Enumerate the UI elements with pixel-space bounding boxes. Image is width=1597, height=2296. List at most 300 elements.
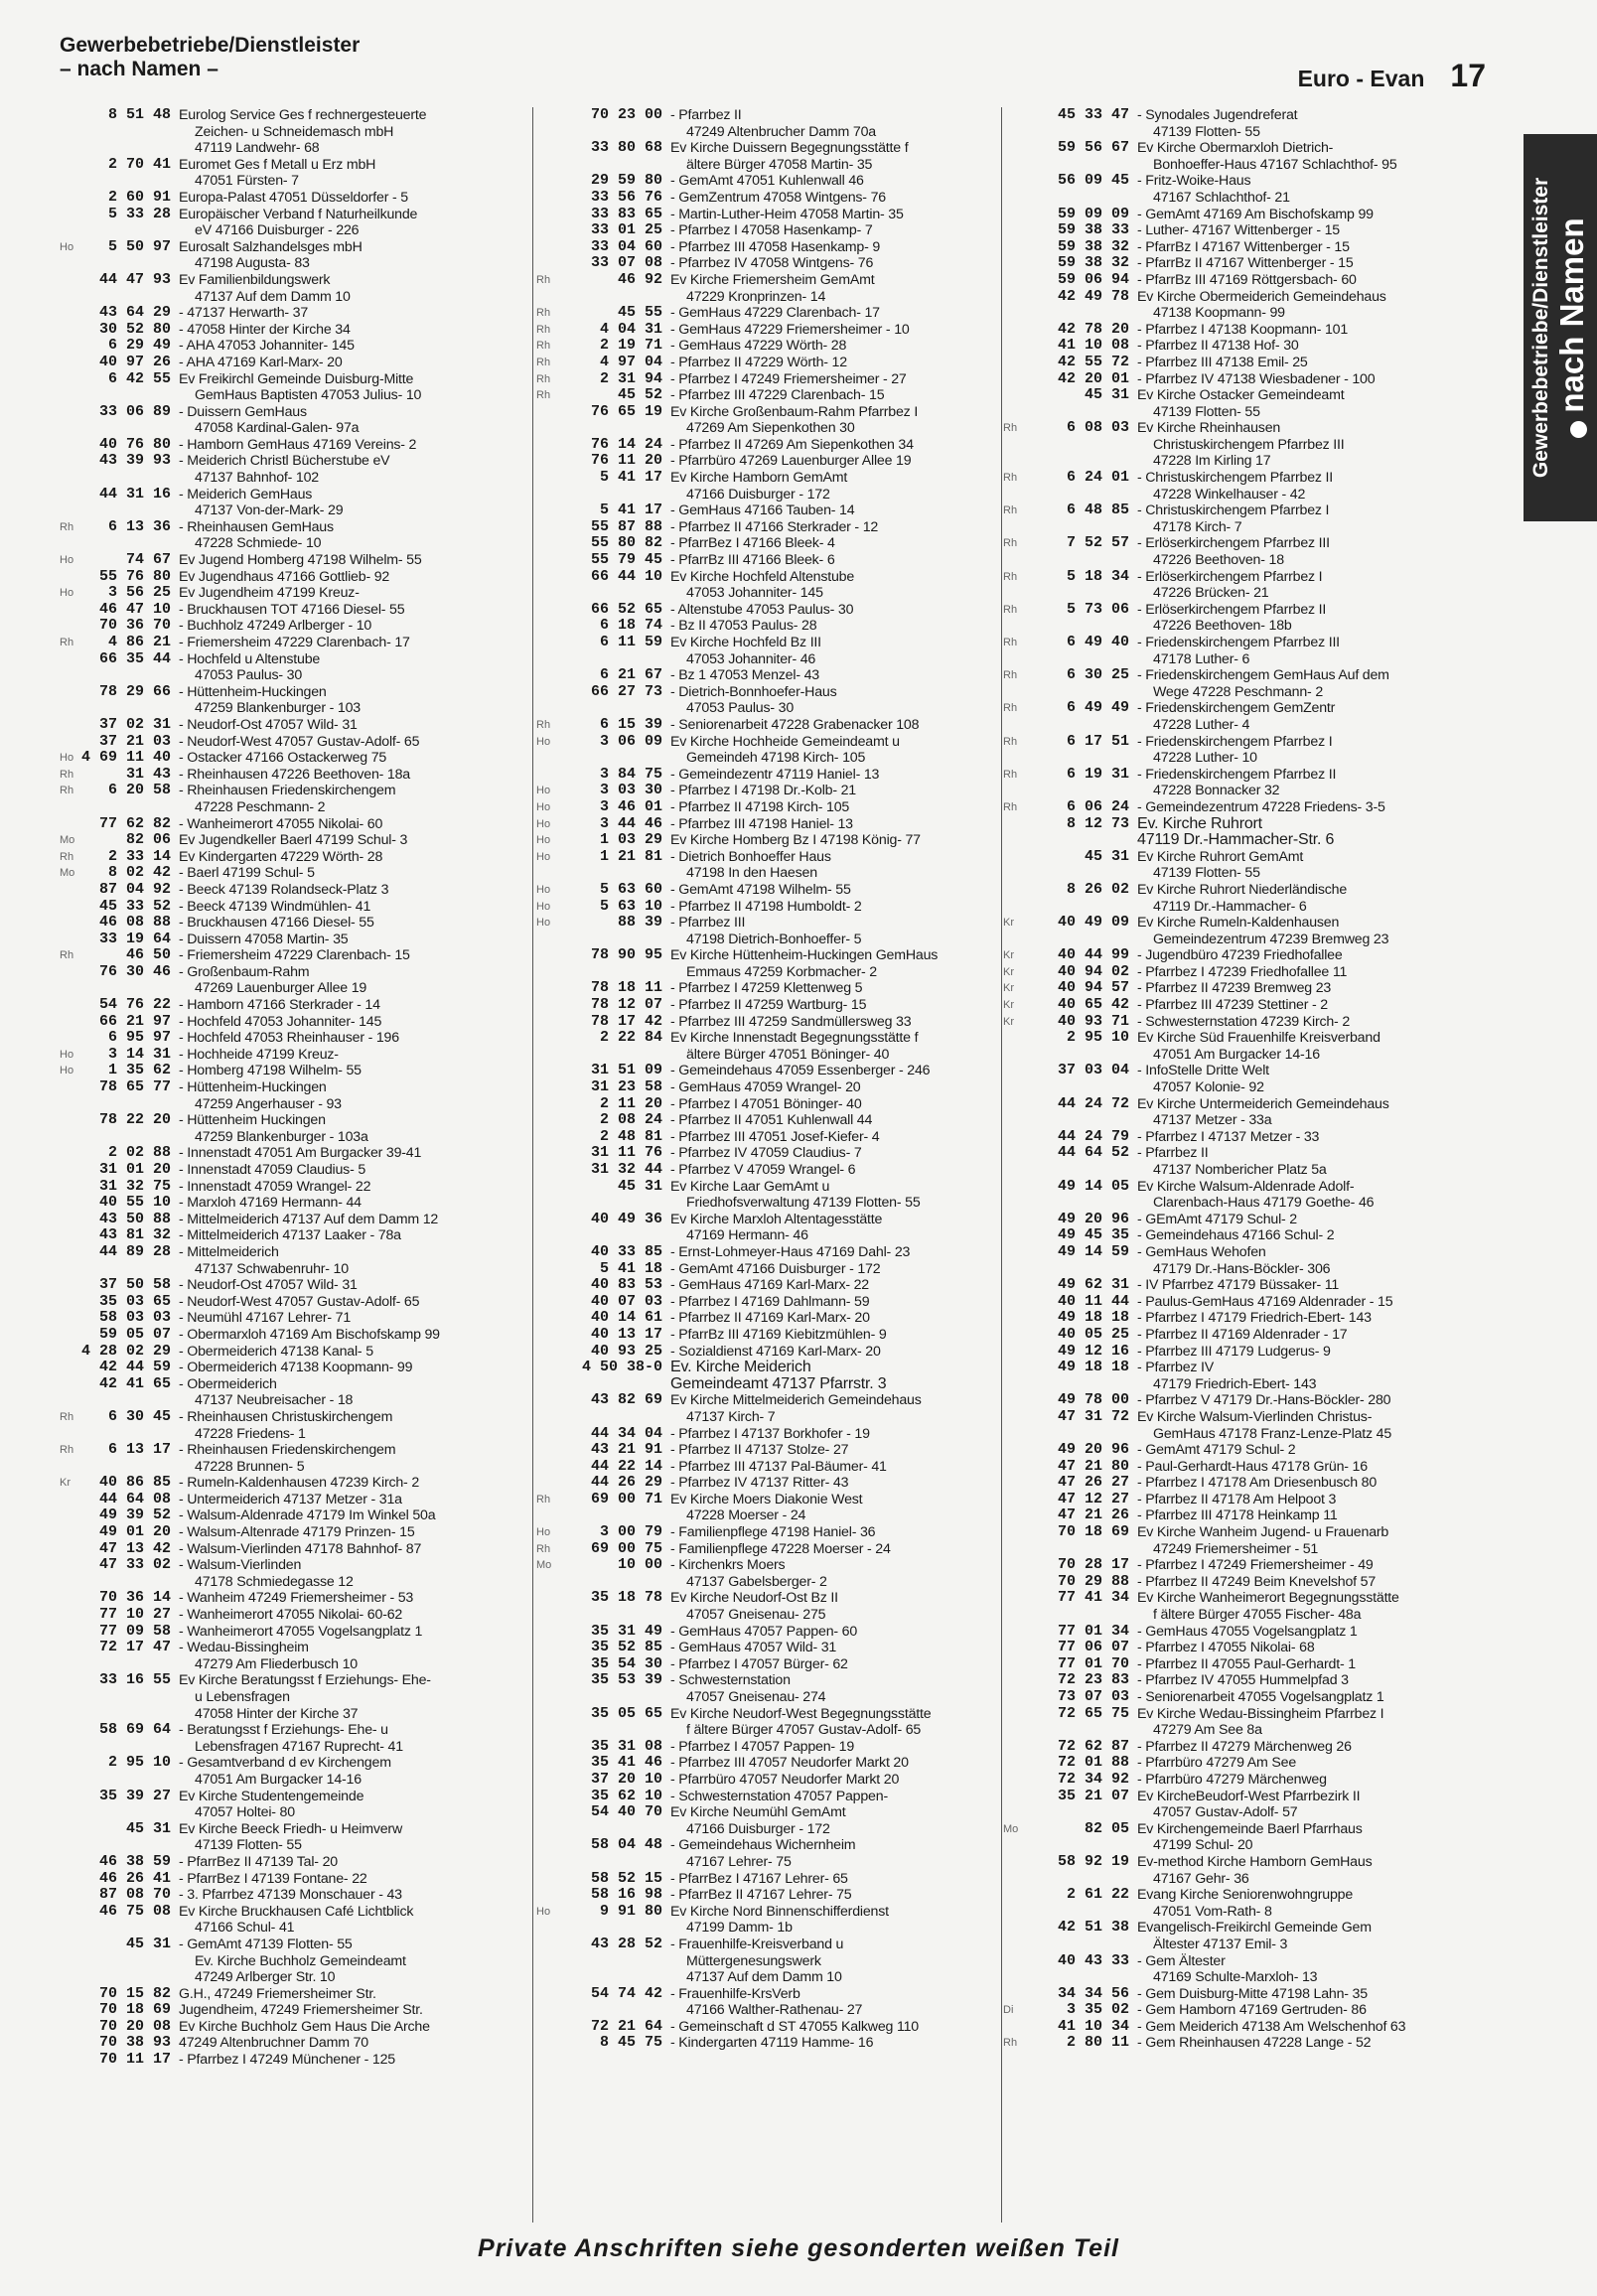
entry-text: - Pfarrbez I 47057 Pappen- 19 bbox=[670, 1738, 855, 1755]
listing-row bbox=[60, 684, 531, 701]
district-code bbox=[1003, 1607, 1023, 1624]
listing-row bbox=[1003, 1063, 1505, 1079]
listing-row bbox=[60, 1179, 531, 1196]
listing-row bbox=[60, 1030, 531, 1047]
entry-text: GemHaus 47178 Franz-Lenze-Platz 45 bbox=[1153, 1425, 1392, 1442]
entry-text: Ev Kirche Buchholz Gem Haus Die Arche bbox=[179, 2018, 430, 2035]
entry-text: - Meiderich GemHaus bbox=[179, 486, 313, 502]
district-code bbox=[60, 272, 79, 289]
listing-row bbox=[60, 1392, 531, 1409]
entry-text: - Pfarrbez I 47138 Koopmann- 101 bbox=[1137, 321, 1349, 338]
entry-text: 47057 Kolonie- 92 bbox=[1153, 1079, 1264, 1096]
entry-text: - Hüttenheim-Huckingen bbox=[179, 683, 327, 700]
phone-number: 77 10 27 bbox=[98, 1606, 171, 1624]
listing-row bbox=[536, 124, 1003, 141]
phone-number bbox=[1023, 865, 1137, 882]
phone-number: 66 27 73 bbox=[590, 682, 662, 700]
listing-row bbox=[1003, 667, 1505, 684]
district-code bbox=[536, 2019, 556, 2036]
phone-number: 55 80 82 bbox=[590, 534, 662, 552]
district-code bbox=[60, 1920, 79, 1937]
listing-row bbox=[536, 1079, 1003, 1096]
district-code bbox=[1003, 1887, 1023, 1904]
listing-row bbox=[536, 1821, 1003, 1838]
district-code bbox=[60, 1129, 79, 1146]
district-code: Rh bbox=[536, 1542, 551, 1555]
listing-row bbox=[1003, 1212, 1505, 1228]
listing-row bbox=[60, 387, 531, 404]
phone-number: 58 92 19 bbox=[1057, 1852, 1129, 1870]
entry-text: 47279 Am Fliederbusch 10 bbox=[195, 1655, 358, 1672]
phone-number bbox=[79, 1574, 179, 1591]
listing-row bbox=[60, 1871, 531, 1888]
listing-row bbox=[536, 1706, 1003, 1723]
listing-row bbox=[1003, 338, 1505, 355]
phone-number: 8 02 42 bbox=[107, 864, 171, 882]
phone-number: 78 18 11 bbox=[590, 979, 662, 997]
district-code bbox=[536, 997, 556, 1014]
district-code bbox=[1003, 1327, 1023, 1344]
district-code bbox=[1003, 272, 1023, 289]
district-code bbox=[60, 1739, 79, 1756]
listing-row bbox=[536, 799, 1003, 816]
listing-row bbox=[1003, 1557, 1505, 1574]
entry-text: 47199 Damm- 1b bbox=[686, 1920, 793, 1937]
district-code: Rh bbox=[1003, 768, 1018, 781]
listing-row bbox=[60, 1162, 531, 1179]
entry-text: - Paul-Gerhardt-Haus 47178 Grün- 16 bbox=[1137, 1458, 1368, 1475]
district-code bbox=[1003, 1937, 1023, 1953]
listing-row bbox=[536, 899, 1003, 916]
district-code bbox=[1003, 585, 1023, 602]
listing-row bbox=[536, 684, 1003, 701]
listing-row bbox=[536, 420, 1003, 437]
entry-text: - Hamborn GemHaus 47169 Vereins- 2 bbox=[179, 436, 417, 453]
district-code bbox=[60, 1145, 79, 1162]
entry-text: 47051 Vom-Rath- 8 bbox=[1153, 1903, 1272, 1920]
phone-number bbox=[1023, 832, 1137, 849]
district-code: Rh bbox=[1003, 669, 1018, 682]
listing-row bbox=[536, 651, 1003, 668]
phone-number: 40 86 85 bbox=[98, 1474, 171, 1492]
phone-number bbox=[79, 667, 179, 684]
phone-number: 2 95 10 bbox=[1066, 1029, 1129, 1047]
listing-row bbox=[1003, 1409, 1505, 1426]
entry-text: Eurosalt Salzhandelsges mbH bbox=[179, 238, 363, 255]
phone-number bbox=[556, 1821, 670, 1838]
listing-row bbox=[60, 1739, 531, 1756]
district-code bbox=[60, 1821, 79, 1838]
phone-number: 42 51 38 bbox=[1057, 1919, 1129, 1937]
entry-text: - Gem Duisburg-Mitte 47198 Lahn- 35 bbox=[1137, 1985, 1368, 2002]
listing-row bbox=[536, 355, 1003, 371]
district-code bbox=[60, 1887, 79, 1904]
phone-number: 6 30 45 bbox=[107, 1407, 171, 1425]
entry-text: - PfarrBz II 47167 Wittenberger - 15 bbox=[1137, 255, 1354, 272]
entry-text: - Pfarrbez I 47249 Friemersheimer - 27 bbox=[670, 370, 907, 387]
phone-number: 2 02 88 bbox=[107, 1144, 171, 1162]
entry-text: - GemZentrum 47058 Wintgens- 76 bbox=[670, 189, 886, 206]
phone-number: 59 56 67 bbox=[1057, 139, 1129, 157]
listing-row bbox=[1003, 1162, 1505, 1179]
district-code bbox=[536, 750, 556, 767]
entry-text: - PfarrBez I 47166 Bleek- 4 bbox=[670, 535, 835, 552]
entry-text: - PfarrBz I 47167 Wittenberger - 15 bbox=[1137, 238, 1350, 255]
listing-row bbox=[1003, 1920, 1505, 1937]
district-code bbox=[1003, 1047, 1023, 1064]
district-code bbox=[1003, 1426, 1023, 1443]
entry-text: Ev Kirche Moers Diakonie West bbox=[670, 1491, 863, 1507]
phone-number: 5 50 97 bbox=[107, 237, 171, 255]
entry-text: - Bruckhausen 47166 Diesel- 55 bbox=[179, 915, 374, 932]
entry-text: Ev Kindergarten 47229 Wörth- 28 bbox=[179, 848, 383, 865]
entry-text: - 47058 Hinter der Kirche 34 bbox=[179, 321, 351, 338]
listing-row bbox=[60, 107, 531, 124]
entry-text: - Pfarrbez I 47051 Böninger- 40 bbox=[670, 1095, 862, 1112]
phone-number: 47 21 26 bbox=[1057, 1507, 1129, 1524]
entry-text: Ev Jugendheim 47199 Kreuz- bbox=[179, 585, 360, 602]
entry-text: - Pfarrbez I 47259 Klettenweg 5 bbox=[670, 980, 863, 997]
listing-row bbox=[60, 420, 531, 437]
entry-text: 47139 Flotten- 55 bbox=[195, 1837, 302, 1854]
entry-text: - GEmAmt 47179 Schul- 2 bbox=[1137, 1211, 1297, 1227]
listing-row bbox=[1003, 882, 1505, 899]
district-code bbox=[1003, 832, 1023, 849]
entry-text: - Pfarrbez II 47051 Kuhlenwall 44 bbox=[670, 1112, 873, 1129]
entry-text: - Pfarrbez II 47229 Wörth- 12 bbox=[670, 354, 847, 370]
phone-number bbox=[556, 1195, 670, 1212]
phone-number: 35 52 85 bbox=[590, 1639, 662, 1656]
listing-row bbox=[536, 1755, 1003, 1772]
phone-number bbox=[1023, 932, 1137, 948]
entry-text: Bonhoeffer-Haus 47167 Schlachthof- 95 bbox=[1153, 156, 1397, 173]
entry-text: Jugendheim, 47249 Friemersheimer Str. bbox=[179, 2002, 423, 2019]
phone-number: 40 49 36 bbox=[590, 1210, 662, 1227]
listing-row bbox=[60, 1574, 531, 1591]
listing-row bbox=[536, 1327, 1003, 1344]
entry-text: 47137 Gabelsberger- 2 bbox=[686, 1573, 827, 1590]
entry-text: 47228 Im Kirling 17 bbox=[1153, 453, 1271, 470]
phone-number bbox=[556, 1047, 670, 1064]
listing-row bbox=[536, 569, 1003, 586]
entry-text: - Gem Meiderich 47138 Am Welschenhof 63 bbox=[1137, 2018, 1406, 2035]
district-code bbox=[536, 404, 556, 421]
listing-row bbox=[536, 783, 1003, 799]
entry-text: - Pfarrbez III 47137 Pal-Bäumer- 41 bbox=[670, 1458, 887, 1475]
district-code bbox=[1003, 1492, 1023, 1508]
phone-number bbox=[556, 1953, 670, 1970]
phone-number: 35 41 46 bbox=[590, 1754, 662, 1772]
entry-text: Ev Kirchengemeinde Baerl Pfarrhaus bbox=[1137, 1820, 1363, 1837]
listing-row bbox=[1003, 1030, 1505, 1047]
entry-text: - GemAmt 47051 Kuhlenwall 46 bbox=[670, 173, 864, 190]
phone-number: 37 21 03 bbox=[98, 732, 171, 750]
entry-text: - Pfarrbez II 47249 Beim Knevelshof 57 bbox=[1137, 1573, 1377, 1590]
entry-text: - Hochfeld 47053 Johanniter- 145 bbox=[179, 1013, 382, 1030]
listing-row bbox=[60, 1096, 531, 1113]
district-code: Ho bbox=[536, 817, 551, 830]
district-code bbox=[60, 1524, 79, 1541]
district-code bbox=[536, 535, 556, 552]
entry-text: - Pfarrbüro 47057 Neudorfer Markt 20 bbox=[670, 1771, 900, 1788]
district-code: Kr bbox=[1003, 982, 1014, 995]
district-code bbox=[1003, 1344, 1023, 1361]
listing-row bbox=[60, 832, 531, 849]
phone-number bbox=[556, 1689, 670, 1706]
phone-number bbox=[556, 932, 670, 948]
entry-text: - Erlöserkirchengem Pfarrbez III bbox=[1137, 535, 1330, 552]
entry-text: 47057 Holtei- 80 bbox=[195, 1804, 295, 1821]
entry-text: - Kindergarten 47119 Hamme- 16 bbox=[670, 2035, 874, 2052]
listing-row bbox=[60, 1640, 531, 1656]
phone-number: 44 31 16 bbox=[98, 485, 171, 502]
listing-row bbox=[1003, 1937, 1505, 1953]
phone-number: 56 09 45 bbox=[1057, 172, 1129, 190]
listing-row bbox=[1003, 420, 1505, 437]
listing-row bbox=[60, 932, 531, 948]
district-code: Ho bbox=[536, 1526, 551, 1539]
listing-row bbox=[1003, 980, 1505, 997]
entry-text: - Pfarrbez I 47055 Nikolai- 68 bbox=[1137, 1640, 1315, 1656]
phone-number: 33 07 08 bbox=[590, 254, 662, 272]
phone-number bbox=[1023, 783, 1137, 799]
listing-row bbox=[1003, 1244, 1505, 1261]
entry-text: - Altenstube 47053 Paulus- 30 bbox=[670, 601, 854, 618]
listing-row bbox=[536, 734, 1003, 751]
district-code bbox=[536, 569, 556, 586]
listing-row bbox=[536, 1837, 1003, 1854]
entry-text: - Pfarrbez II 47198 Humboldt- 2 bbox=[670, 898, 862, 915]
district-code bbox=[1003, 1837, 1023, 1854]
phone-number bbox=[79, 387, 179, 404]
district-code bbox=[536, 1426, 556, 1443]
listing-row bbox=[536, 404, 1003, 421]
listing-row bbox=[536, 1689, 1003, 1706]
listing-row bbox=[60, 1524, 531, 1541]
phone-number: 2 48 81 bbox=[599, 1127, 662, 1145]
phone-number: 6 13 36 bbox=[107, 517, 171, 535]
entry-text: 47259 Blankenburger - 103a bbox=[195, 1128, 368, 1145]
entry-text: - Kirchenkrs Moers bbox=[670, 1557, 786, 1574]
listing-row bbox=[536, 502, 1003, 519]
entry-text: - Friedenskirchengem Pfarrbez II bbox=[1137, 766, 1337, 783]
district-code bbox=[60, 2019, 79, 2036]
entry-text: - Walsum-Altenrade 47179 Prinzen- 15 bbox=[179, 1524, 415, 1541]
phone-number: 87 08 70 bbox=[98, 1886, 171, 1904]
phone-number bbox=[79, 1689, 179, 1706]
listing-row bbox=[536, 1789, 1003, 1805]
phone-number: 35 54 30 bbox=[590, 1654, 662, 1672]
entry-text: - Friemersheim 47229 Clarenbach- 15 bbox=[179, 947, 410, 964]
listing-row bbox=[60, 1063, 531, 1079]
district-code bbox=[1003, 1195, 1023, 1212]
phone-number: 46 75 08 bbox=[98, 1902, 171, 1920]
district-code: Rh bbox=[60, 785, 74, 797]
listing-row bbox=[1003, 1739, 1505, 1756]
entry-text: - Seniorenarbeit 47055 Vogelsangplatz 1 bbox=[1137, 1689, 1384, 1705]
phone-number bbox=[1023, 453, 1137, 470]
district-code bbox=[1003, 1624, 1023, 1641]
entry-text: - Pfarrbez II 47166 Sterkrader - 12 bbox=[670, 518, 879, 535]
entry-text: - Ernst-Lohmeyer-Haus 47169 Dahl- 23 bbox=[670, 1243, 911, 1260]
entry-text: - GemHaus 47057 Pappen- 60 bbox=[670, 1623, 858, 1640]
phone-number bbox=[556, 585, 670, 602]
district-code bbox=[1003, 865, 1023, 882]
phone-number bbox=[556, 420, 670, 437]
listing-row bbox=[60, 355, 531, 371]
phone-number: 46 47 10 bbox=[98, 600, 171, 618]
listing-row bbox=[536, 1227, 1003, 1244]
listing-row bbox=[60, 1014, 531, 1031]
entry-text: - 47137 Herwarth- 37 bbox=[179, 305, 309, 322]
listing-row bbox=[60, 882, 531, 899]
entry-text: - Wanheimerort 47055 Vogelsangplatz 1 bbox=[179, 1623, 423, 1640]
listing-row bbox=[1003, 2019, 1505, 2036]
phone-number: 70 18 69 bbox=[1057, 1523, 1129, 1541]
district-code bbox=[536, 1030, 556, 1047]
phone-number: 43 50 88 bbox=[98, 1210, 171, 1227]
phone-number: 33 01 25 bbox=[590, 221, 662, 239]
district-code bbox=[1003, 1409, 1023, 1426]
listing-row bbox=[536, 1590, 1003, 1607]
listing-row bbox=[1003, 684, 1505, 701]
listing-column-2 bbox=[536, 107, 1003, 2223]
listing-row bbox=[536, 1672, 1003, 1689]
entry-text: 47228 Winkelhauser - 42 bbox=[1153, 486, 1306, 502]
entry-text: - Dietrich Bonhoeffer Haus bbox=[670, 848, 831, 865]
phone-number bbox=[556, 124, 670, 141]
phone-number: 2 22 84 bbox=[599, 1029, 662, 1047]
phone-number: 33 83 65 bbox=[590, 205, 662, 222]
listing-row bbox=[1003, 239, 1505, 256]
entry-text: - Pfarrbez IV 47055 Hummelpfad 3 bbox=[1137, 1672, 1349, 1689]
listing-row bbox=[1003, 272, 1505, 289]
listing-row bbox=[536, 1507, 1003, 1524]
phone-number: 40 55 10 bbox=[98, 1194, 171, 1212]
phone-number: 72 34 92 bbox=[1057, 1770, 1129, 1788]
entry-text: Ev Kirche Bruckhausen Café Lichtblick bbox=[179, 1903, 414, 1920]
entry-text: - Pfarrbez III 47198 Haniel- 13 bbox=[670, 815, 853, 832]
listing-row bbox=[536, 140, 1003, 157]
district-code bbox=[1003, 289, 1023, 306]
entry-text: - Gesamtverband d ev Kirchengem bbox=[179, 1755, 391, 1772]
phone-number: 40 44 99 bbox=[1057, 946, 1129, 964]
entry-text: 47137 Auf dem Damm 10 bbox=[686, 1969, 842, 1986]
phone-number: 34 34 56 bbox=[1057, 1984, 1129, 2002]
listing-row bbox=[536, 1937, 1003, 1953]
listing-row bbox=[60, 865, 531, 882]
listing-row bbox=[536, 1344, 1003, 1361]
entry-text: - Pfarrbez III 47138 Emil- 25 bbox=[1137, 354, 1308, 370]
district-code bbox=[536, 2035, 556, 2052]
district-code bbox=[1003, 157, 1023, 174]
phone-number: 43 82 69 bbox=[590, 1391, 662, 1409]
phone-number: 5 41 18 bbox=[599, 1259, 662, 1277]
entry-text: - Gem Ältester bbox=[1137, 1952, 1226, 1969]
district-code bbox=[536, 964, 556, 981]
listing-row bbox=[536, 552, 1003, 569]
district-code bbox=[1003, 1277, 1023, 1294]
listing-row bbox=[1003, 1986, 1505, 2003]
district-code bbox=[1003, 684, 1023, 701]
phone-number bbox=[1023, 750, 1137, 767]
district-code bbox=[536, 1376, 556, 1393]
phone-number: 40 94 57 bbox=[1057, 979, 1129, 997]
phone-number bbox=[556, 1722, 670, 1739]
phone-number: 70 20 08 bbox=[98, 2017, 171, 2035]
listing-row bbox=[536, 1722, 1003, 1739]
listing-row bbox=[1003, 1047, 1505, 1064]
district-code bbox=[536, 1920, 556, 1937]
phone-number: 77 06 07 bbox=[1057, 1639, 1129, 1656]
district-code bbox=[536, 420, 556, 437]
phone-number: 7 52 57 bbox=[1066, 534, 1129, 552]
district-code: Kr bbox=[1003, 917, 1014, 930]
listing-row bbox=[536, 1739, 1003, 1756]
listing-row bbox=[536, 272, 1003, 289]
phone-number: 76 65 19 bbox=[590, 402, 662, 420]
phone-number bbox=[79, 1392, 179, 1409]
entry-text: - PfarrBz III 47169 Kiebitzmühlen- 9 bbox=[670, 1326, 887, 1343]
phone-number: 31 43 bbox=[125, 765, 171, 783]
district-code bbox=[60, 470, 79, 487]
entry-text: 47137 Nombericher Platz 5a bbox=[1153, 1162, 1327, 1178]
phone-number bbox=[79, 980, 179, 997]
entry-text: - Walsum-Vierlinden bbox=[179, 1557, 302, 1574]
entry-text: 47167 Gehr- 36 bbox=[1153, 1870, 1249, 1887]
entry-text: - GemHaus 47059 Wrangel- 20 bbox=[670, 1079, 861, 1096]
phone-number: 44 89 28 bbox=[98, 1242, 171, 1260]
entry-text: 47198 Augusta- 83 bbox=[195, 255, 310, 272]
phone-number: 42 55 72 bbox=[1057, 353, 1129, 370]
district-code bbox=[1003, 618, 1023, 635]
listing-row bbox=[1003, 1574, 1505, 1591]
phone-number bbox=[1023, 124, 1137, 141]
district-code: Rh bbox=[536, 356, 551, 368]
district-code bbox=[60, 1344, 79, 1361]
listing-row bbox=[536, 1179, 1003, 1196]
entry-text: 47051 Am Burgacker 14-16 bbox=[195, 1771, 362, 1788]
phone-number: 40 97 26 bbox=[98, 353, 171, 370]
district-code bbox=[536, 1112, 556, 1129]
entry-text: Ev Kirche Walsum-Vierlinden Christus- bbox=[1137, 1408, 1373, 1425]
phone-number bbox=[79, 1953, 179, 1970]
phone-number: 2 11 20 bbox=[599, 1094, 662, 1112]
listing-row bbox=[536, 947, 1003, 964]
entry-text: Europa-Palast 47051 Düsseldorfer - 5 bbox=[179, 189, 408, 206]
listing-row bbox=[1003, 1755, 1505, 1772]
listing-row bbox=[1003, 700, 1505, 717]
listing-row bbox=[60, 1937, 531, 1953]
phone-number: 59 05 07 bbox=[98, 1325, 171, 1343]
phone-number bbox=[1023, 404, 1137, 421]
district-code: Ho bbox=[536, 1905, 551, 1918]
district-code bbox=[60, 1607, 79, 1624]
district-code bbox=[60, 734, 79, 751]
entry-text: - Rheinhausen Friedenskirchengem bbox=[179, 1442, 396, 1459]
district-code bbox=[60, 932, 79, 948]
district-code bbox=[60, 980, 79, 997]
phone-number: 3 56 25 bbox=[107, 584, 171, 602]
entry-text: Lebensfragen 47167 Ruprecht- 41 bbox=[195, 1738, 403, 1755]
listing-row bbox=[60, 519, 531, 536]
entry-text: - Pfarrbez II 47169 Karl-Marx- 20 bbox=[670, 1310, 870, 1327]
entry-text: 47226 Beethoven- 18 bbox=[1153, 552, 1284, 569]
district-code bbox=[536, 1212, 556, 1228]
listing-row bbox=[536, 932, 1003, 948]
phone-number: 54 40 70 bbox=[590, 1803, 662, 1821]
phone-number bbox=[1023, 618, 1137, 635]
